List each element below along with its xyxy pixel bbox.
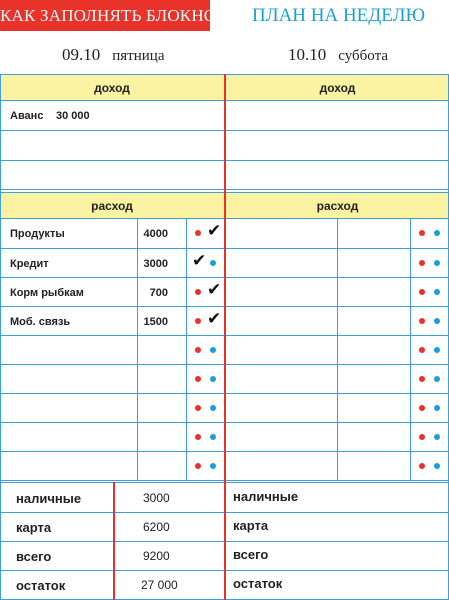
status-dot-blue[interactable]: [434, 463, 440, 469]
expense-item-value: 700: [149, 287, 168, 299]
expense-item-value: 1500: [143, 316, 168, 328]
status-dot-blue[interactable]: [210, 347, 216, 353]
status-dot-blue[interactable]: [434, 405, 440, 411]
income-item-value: 30 000: [56, 110, 90, 122]
status-dot-blue[interactable]: [434, 347, 440, 353]
summary-total-label-right: всего: [233, 547, 269, 562]
income-item-label: Аванс: [10, 110, 44, 122]
status-dot-blue[interactable]: [210, 463, 216, 469]
check-mark-icon: ✔: [207, 221, 222, 240]
status-dot-red[interactable]: [419, 376, 425, 382]
status-dot-red[interactable]: [419, 434, 425, 440]
status-dot-red[interactable]: [195, 463, 201, 469]
status-dot-blue[interactable]: [434, 376, 440, 382]
day-left-weekday: пятница: [112, 48, 165, 64]
day-left-number: 09.10: [62, 45, 101, 64]
grid-vline: [337, 218, 338, 481]
expense-item-label: Корм рыбкам: [10, 287, 84, 299]
status-dot-red[interactable]: [419, 289, 425, 295]
day-left-date: [62, 44, 164, 66]
status-dot-red[interactable]: [195, 347, 201, 353]
status-dot-red[interactable]: [419, 230, 425, 236]
expense-item-label: Моб. связь: [10, 316, 71, 328]
status-dot-blue[interactable]: [210, 434, 216, 440]
summary-balance-label-right: остаток: [233, 576, 283, 591]
plan-title: ПЛАН НА НЕДЕЛЮ: [251, 5, 426, 26]
status-dot-red[interactable]: [195, 230, 201, 236]
day-right-date: [288, 44, 388, 66]
notebook-banner: КАК ЗАПОЛНЯТЬ БЛОКНОТ: [0, 0, 210, 31]
status-dot-red[interactable]: [195, 405, 201, 411]
status-dot-red[interactable]: [195, 318, 201, 324]
status-dot-red[interactable]: [195, 289, 201, 295]
expense-item-label: Продукты: [10, 228, 65, 240]
status-dot-blue[interactable]: [434, 230, 440, 236]
status-dot-blue[interactable]: [434, 434, 440, 440]
summary-card-value: 6200: [143, 520, 170, 534]
expense-item-value: 4000: [143, 228, 168, 240]
summary-cash-label: наличные: [16, 491, 82, 506]
check-mark-icon: ✔: [192, 251, 207, 270]
summary-divider: [113, 482, 115, 600]
expense-header-right: расход: [316, 199, 359, 213]
status-dot-red[interactable]: [195, 376, 201, 382]
status-dot-blue[interactable]: [434, 260, 440, 266]
summary-cash-value: 3000: [143, 491, 170, 505]
status-dot-red[interactable]: [419, 463, 425, 469]
summary-total-value: 9200: [143, 549, 170, 563]
summary-card-label-right: карта: [233, 518, 269, 533]
grid-vline: [186, 218, 187, 481]
status-dot-red[interactable]: [419, 318, 425, 324]
status-dot-blue[interactable]: [210, 376, 216, 382]
day-divider: [224, 74, 226, 600]
summary-card-label: карта: [16, 520, 52, 535]
status-dot-red[interactable]: [419, 405, 425, 411]
status-dot-blue[interactable]: [210, 260, 216, 266]
expense-header-left: расход: [91, 199, 133, 213]
status-dot-blue[interactable]: [210, 405, 216, 411]
day-right-weekday: суббота: [338, 48, 388, 64]
summary-balance-label: остаток: [16, 578, 66, 593]
check-mark-icon: ✔: [207, 280, 222, 299]
grid-vline: [410, 218, 411, 481]
status-dot-blue[interactable]: [434, 289, 440, 295]
expense-item-label: Кредит: [10, 258, 49, 270]
summary-cash-label-right: наличные: [233, 489, 299, 504]
status-dot-blue[interactable]: [434, 318, 440, 324]
check-mark-icon: ✔: [207, 309, 222, 328]
summary-balance-value: 27 000: [141, 578, 178, 592]
income-header-right: доход: [319, 81, 356, 95]
income-header-left: доход: [94, 81, 130, 95]
expense-item-value: 3000: [143, 258, 168, 270]
summary-total-label: всего: [16, 549, 52, 564]
day-right-number: 10.10: [288, 45, 327, 64]
status-dot-red[interactable]: [419, 260, 425, 266]
status-dot-red[interactable]: [195, 434, 201, 440]
grid-vline: [0, 74, 1, 600]
status-dot-red[interactable]: [419, 347, 425, 353]
